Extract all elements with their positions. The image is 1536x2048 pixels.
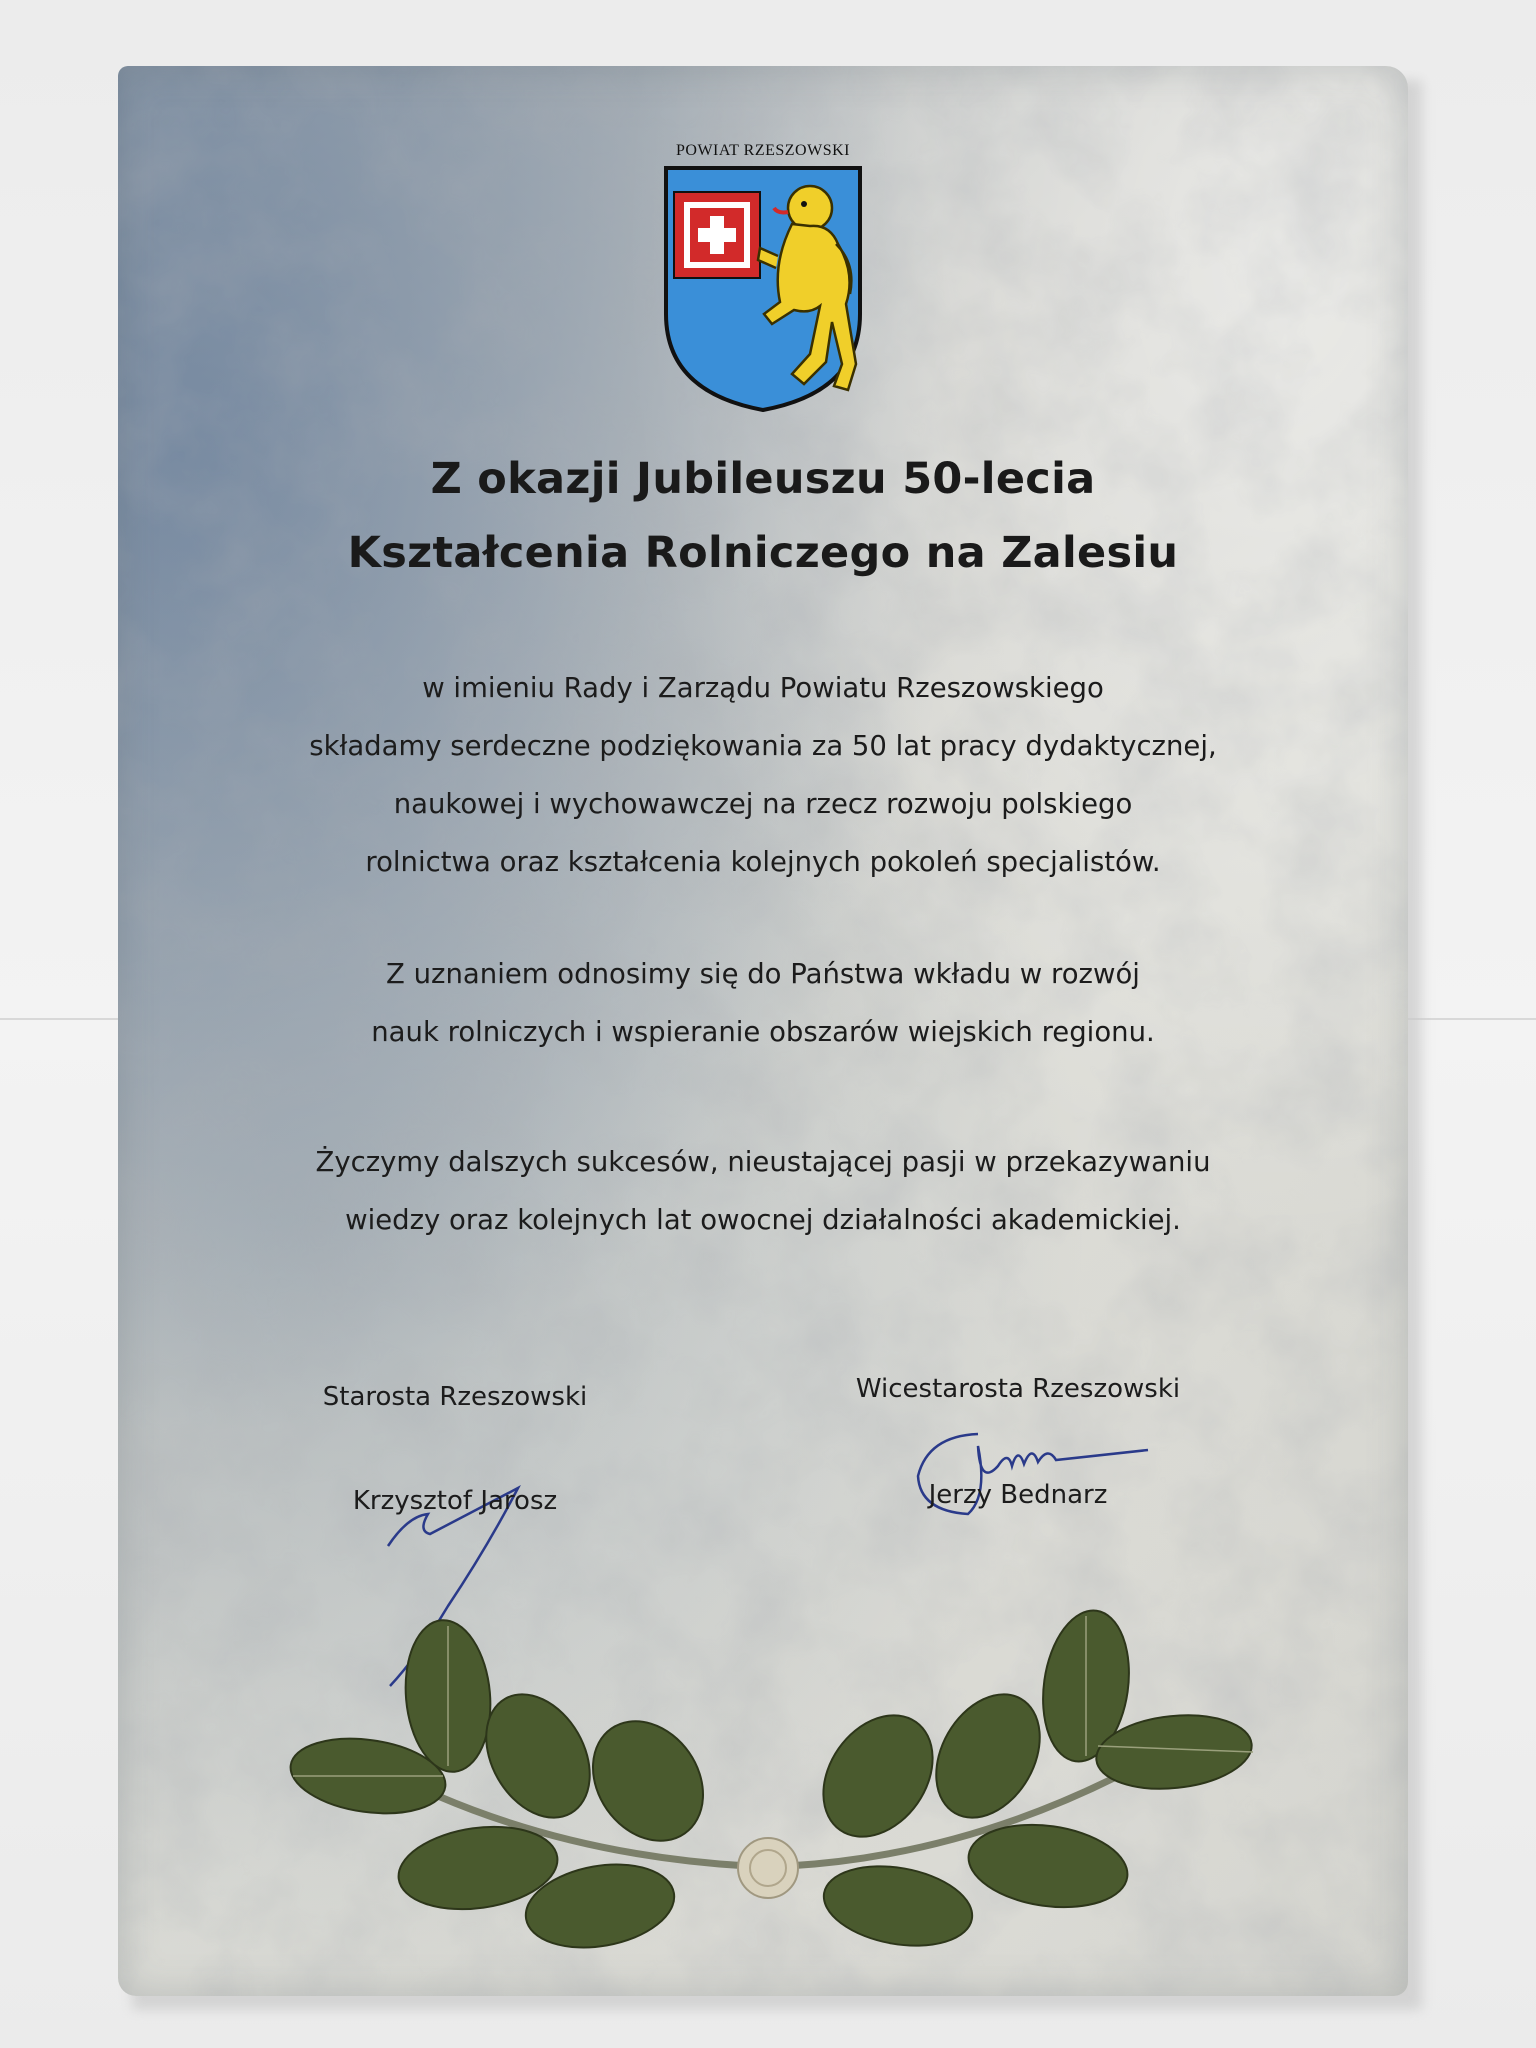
paragraph-1-line-3: naukowej i wychowawczej na rzecz rozwoju polskiego [393,788,1133,820]
coat-of-arms [658,142,868,472]
signatory-2-title: Wicestarosta Rzeszowski [855,1374,1181,1404]
signatory-1-title: Starosta Rzeszowski [322,1382,588,1412]
signatory-1-name: Krzysztof Jarosz [352,1486,558,1516]
commemorative-plaque [118,66,1408,1996]
laurel-branch-icon [278,1606,1278,1966]
title-line-1: Z okazji Jubileuszu 50-lecia [430,454,1096,504]
shield-icon [660,164,866,414]
signature-2 [908,1406,1168,1536]
paragraph-2-line-2: nauk rolniczych i wspieranie obszarów wiejskich regionu. [371,1016,1155,1048]
paragraph-3-line-2: wiedzy oraz kolejnych lat owocnej działalności akademickiej. [345,1204,1181,1236]
paragraph-1-line-1: w imieniu Rady i Zarządu Powiatu Rzeszowskiego [422,672,1104,704]
paragraph-1-line-2: składamy serdeczne podziękowania za 50 lat pracy dydaktycznej, [309,730,1217,762]
title-line-2: Kształcenia Rolniczego na Zalesiu [347,528,1179,578]
paragraph-3-line-1: Życzymy dalszych sukcesów, nieustającej pasji w przekazywaniu [315,1146,1211,1178]
paragraph-1-line-4: rolnictwa oraz kształcenia kolejnych pokoleń specjalistów. [365,846,1161,878]
paragraph-2-line-1: Z uznaniem odnosimy się do Państwa wkładu w rozwój [386,958,1140,990]
signatory-2-name: Jerzy Bednarz [928,1480,1108,1510]
emblem-label: POWIAT RZESZOWSKI [676,142,850,159]
